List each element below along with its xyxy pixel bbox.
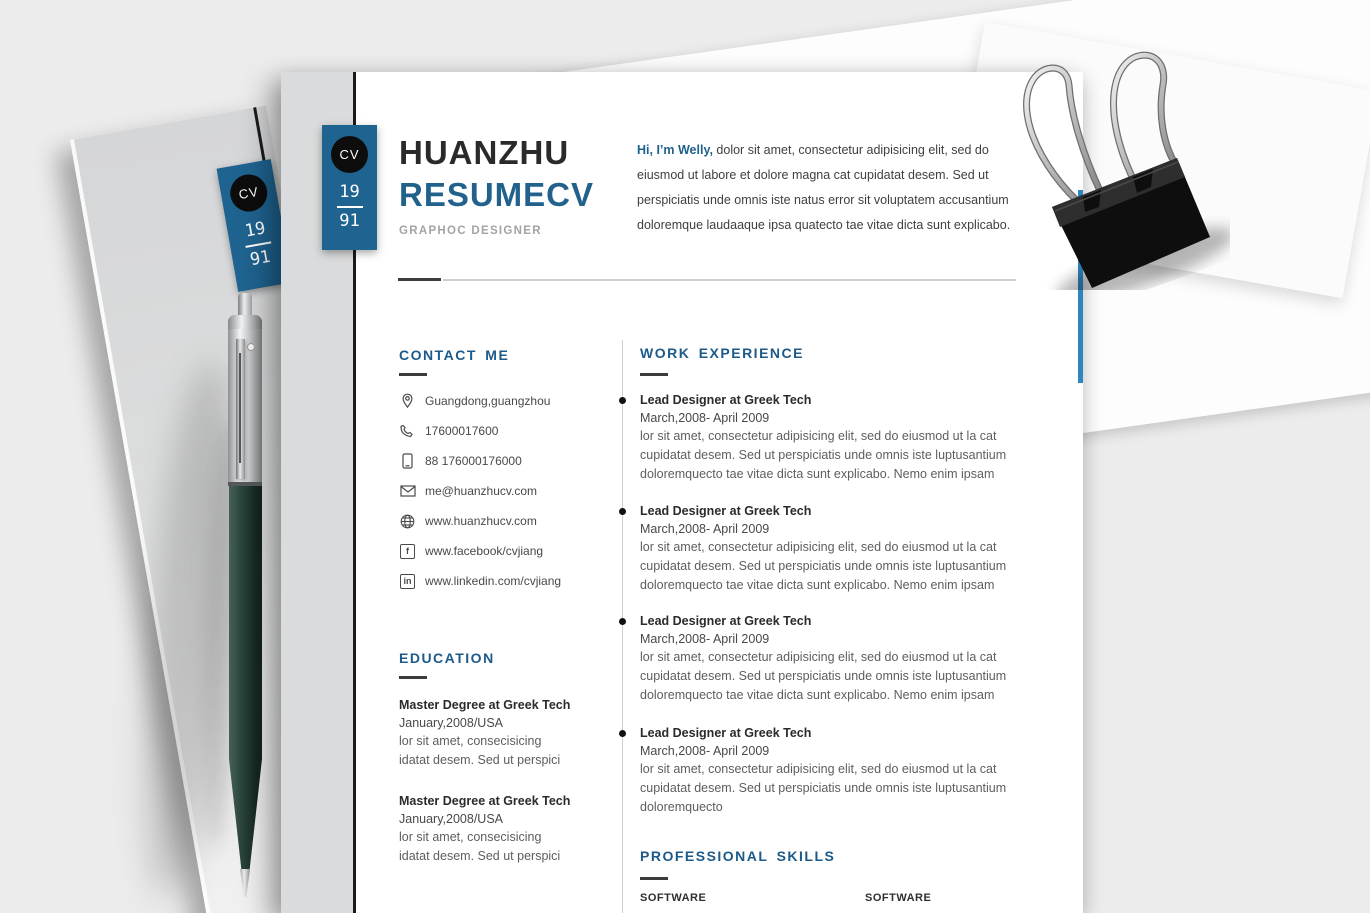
mobile-icon <box>399 453 416 470</box>
intro-text: dolor sit amet, consectetur adipisicing elit, sed do eiusmod ut labore et dolore magna cat cupidatat desem. Sed ut perspiciatis unde omnis iste natus error sit voluptatem accusantium doloremque laudaaque ipsa quatecto tae vitae dicta sunt explicabo. <box>637 143 1011 232</box>
education-date: January,2008/USA <box>399 812 503 826</box>
contact-row-phone <box>399 416 599 446</box>
education-date: January,2008/USA <box>399 716 503 730</box>
cv-monogram: CV <box>237 183 260 203</box>
timeline-line <box>622 340 623 913</box>
pen-white-dot <box>247 343 255 351</box>
work-entry <box>640 613 1012 705</box>
contact-facebook: www.facebook/cvjiang <box>425 544 544 558</box>
resume-page <box>281 72 1083 913</box>
globe-icon <box>399 513 416 530</box>
education-line: idatat desem. Sed ut perspici <box>399 753 561 767</box>
cv-monogram-circle <box>227 172 270 215</box>
work-heading: WORK EXPERIENCE <box>640 345 804 361</box>
contact-phone: 17600017600 <box>425 424 499 438</box>
badge-year-bottom: 91 <box>339 211 360 231</box>
contact-row-location <box>399 386 599 416</box>
cv-badge <box>322 125 377 250</box>
pen-plunger <box>238 293 252 317</box>
work-title: Lead Designer at Greek Tech <box>640 504 812 518</box>
cv-monogram: CV <box>339 147 360 162</box>
education-entry <box>399 793 599 866</box>
linkedin-icon: in <box>399 573 416 590</box>
work-entry <box>640 392 1012 484</box>
work-title: Lead Designer at Greek Tech <box>640 393 812 407</box>
work-title: Lead Designer at Greek Tech <box>640 726 812 740</box>
education-heading-underline <box>399 676 427 679</box>
education-line: lor sit amet, consecisicing <box>399 830 542 844</box>
contact-website: www.huanzhucv.com <box>425 514 537 528</box>
timeline-dot <box>619 730 626 737</box>
pen-green-barrel <box>229 486 262 759</box>
work-entry <box>640 503 1012 595</box>
name-line-1: HUANZHU <box>399 134 570 171</box>
education-line: idatat desem. Sed ut perspici <box>399 849 561 863</box>
pen-clip-slot <box>239 353 241 463</box>
work-body: lor sit amet, consectetur adipisicing elit, sed do eiusmod ut la cat cupidatat desem. Sed ut perspiciatis unde omnis iste luptusantium doloremquecto <box>640 762 1007 814</box>
facebook-icon: f <box>399 543 416 560</box>
work-body: lor sit amet, consectetur adipisicing elit, sed do eiusmod ut la cat cupidatat desem. Sed ut perspiciatis unde omnis iste luptusantium doloremquecto tae vitae dicta sunt explicabo. Nemo enim ipsam <box>640 540 1007 592</box>
contact-mobile: 88 176000176000 <box>425 454 522 468</box>
education-title: Master Degree at Greek Tech <box>399 794 571 808</box>
contact-linkedin: www.linkedin.com/cvjiang <box>425 574 562 588</box>
contact-heading-underline <box>399 373 427 376</box>
work-date: March,2008- April 2009 <box>640 411 770 425</box>
work-heading-underline <box>640 373 668 376</box>
header-divider-light <box>443 279 1016 281</box>
intro-greeting: Hi, I’m Welly, <box>637 143 713 157</box>
cv-monogram-circle <box>331 136 368 173</box>
skills-heading-underline <box>640 877 668 880</box>
header-divider-dark <box>398 278 441 281</box>
phone-icon <box>399 423 416 440</box>
work-title: Lead Designer at Greek Tech <box>640 614 812 628</box>
skills-column-label: SOFTWARE <box>865 892 932 904</box>
work-date: March,2008- April 2009 <box>640 744 770 758</box>
location-pin-icon <box>399 393 416 410</box>
education-title: Master Degree at Greek Tech <box>399 698 571 712</box>
job-title: GRAPHOC DESIGNER <box>399 225 542 237</box>
badge-year-top: 19 <box>243 218 268 242</box>
name-line-2: RESUMECV <box>399 176 595 213</box>
timeline-dot <box>619 397 626 404</box>
contact-row-facebook <box>399 536 599 566</box>
contact-row-website <box>399 506 599 536</box>
contact-row-mobile <box>399 446 599 476</box>
timeline-dot <box>619 618 626 625</box>
pen <box>226 293 264 908</box>
contact-list <box>399 386 599 596</box>
skills-heading: PROFESSIONAL SKILLS <box>640 848 836 864</box>
education-heading: EDUCATION <box>399 650 495 666</box>
email-icon <box>399 483 416 500</box>
timeline-dot <box>619 508 626 515</box>
intro-paragraph <box>637 138 1019 238</box>
work-date: March,2008- April 2009 <box>640 522 770 536</box>
skills-column-label: SOFTWARE <box>640 892 707 904</box>
contact-row-email <box>399 476 599 506</box>
education-entry <box>399 697 599 770</box>
work-date: March,2008- April 2009 <box>640 632 770 646</box>
pen-clip <box>236 339 245 479</box>
badge-year-bottom: 91 <box>248 246 273 271</box>
contact-location: Guangdong,guangzhou <box>425 394 551 408</box>
work-body: lor sit amet, consectetur adipisicing elit, sed do eiusmod ut la cat cupidatat desem. Sed ut perspiciatis unde omnis iste luptusantium doloremquecto tae vitae dicta sunt explicabo. Nemo enim ipsam <box>640 650 1007 702</box>
education-line: lor sit amet, consecisicing <box>399 734 542 748</box>
badge-divider <box>337 206 363 208</box>
pen-tip <box>239 869 251 897</box>
pen-chrome-barrel <box>228 329 262 482</box>
work-entry <box>640 725 1012 817</box>
contact-heading: CONTACT ME <box>399 347 510 363</box>
contact-email: me@huanzhucv.com <box>425 484 538 498</box>
contact-row-linkedin <box>399 566 599 596</box>
badge-year-top: 19 <box>339 182 360 202</box>
pen-taper <box>229 759 262 871</box>
binder-clip <box>995 25 1230 290</box>
work-body: lor sit amet, consectetur adipisicing elit, sed do eiusmod ut la cat cupidatat desem. Sed ut perspiciatis unde omnis iste luptusantium doloremquecto tae vitae dicta sunt explicabo. Nemo enim ipsam <box>640 429 1007 481</box>
